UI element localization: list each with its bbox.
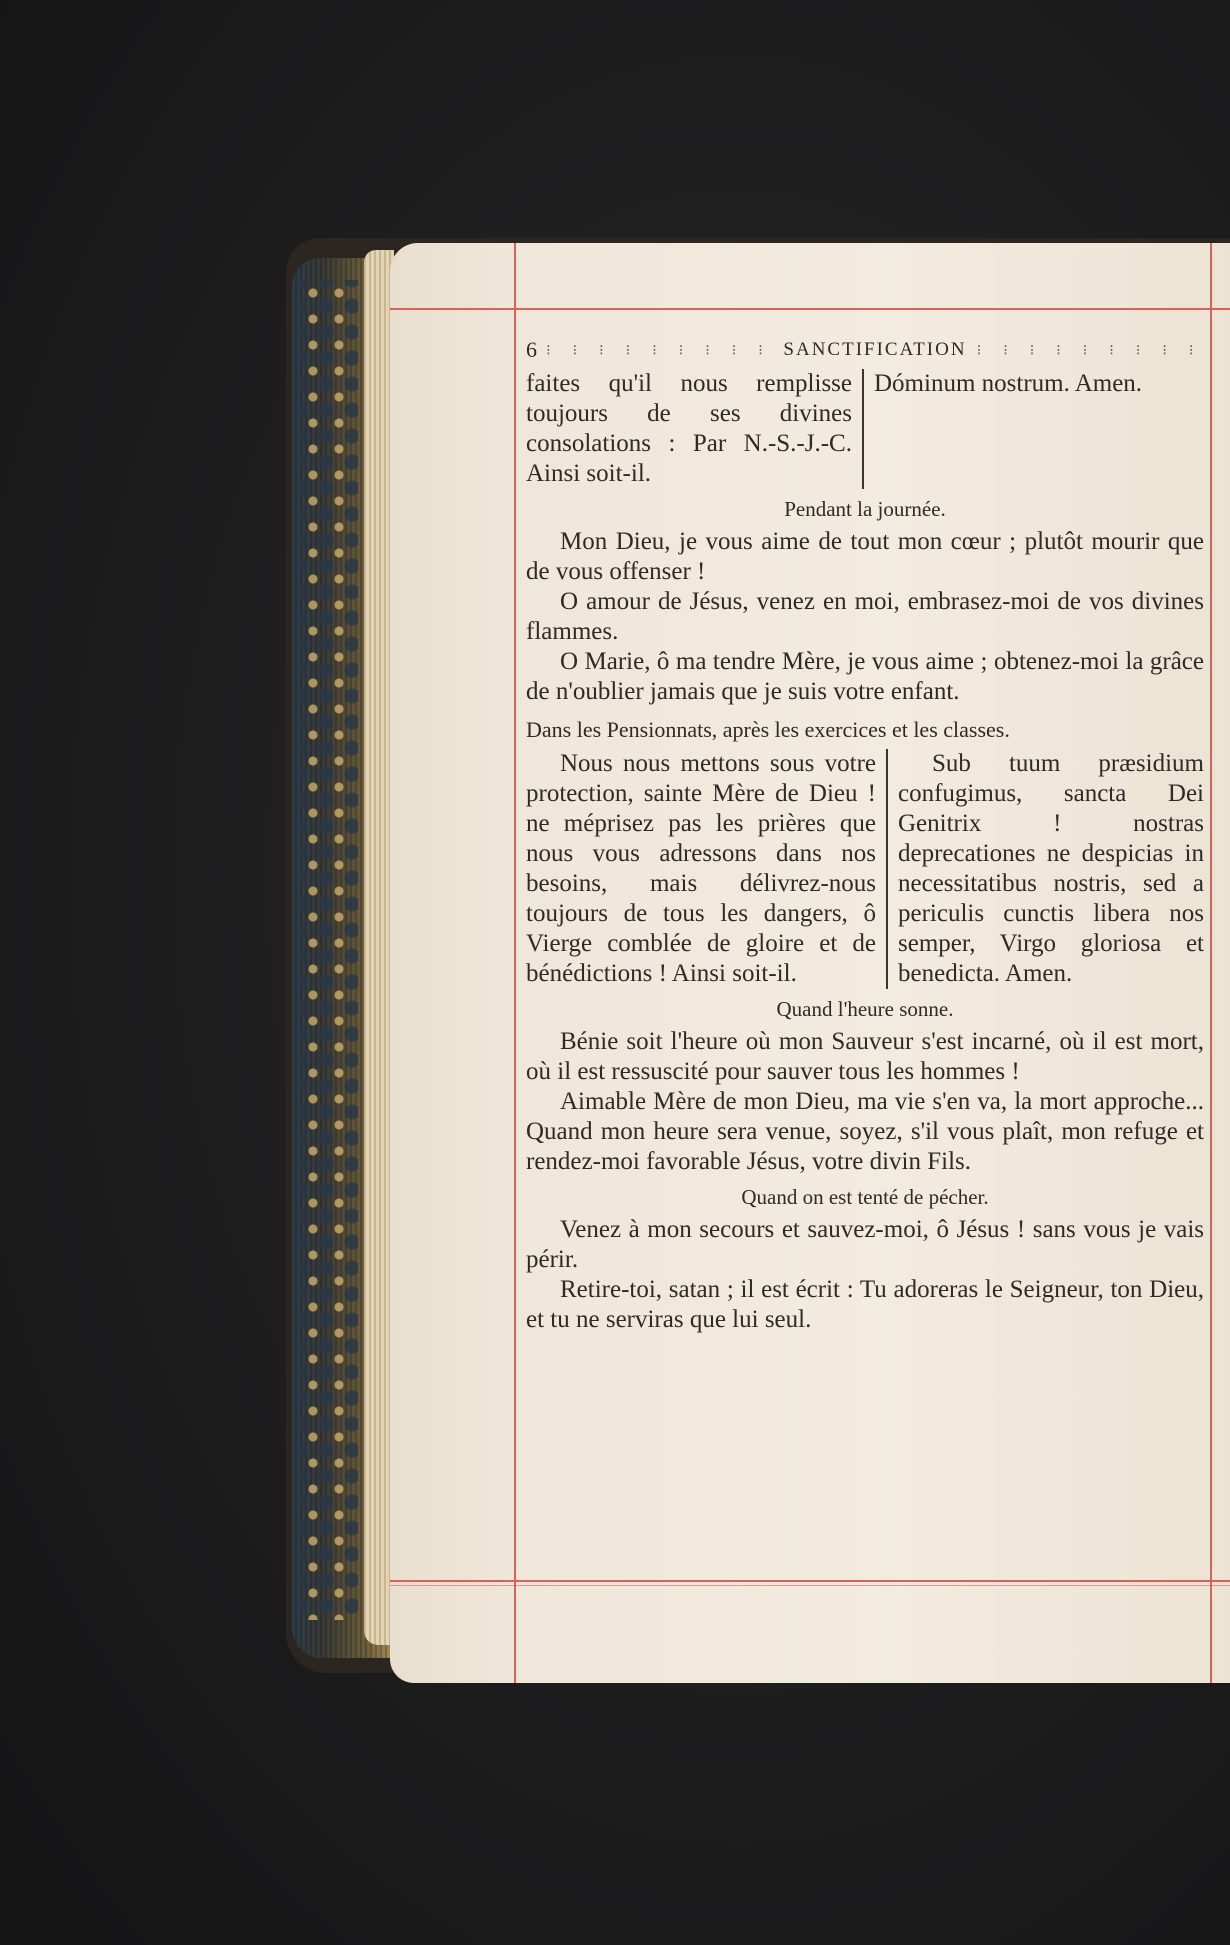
tente-paragraph-1: Venez à mon secours et sauvez-moi, ô Jésus ! sans vous je vais périr. [526,1216,1204,1273]
block2-latin: Sub tuum præsidium confugimus, sancta Dei Genitrix ! nostras deprecationes ne despicias in necessitatibus nostris, sed a periculis cunctis libera nos semper, Virgo gloriosa et benedicta. Amen. [898,750,1204,987]
journee-paragraph-1: Mon Dieu, je vous aime de tout mon cœur ; plutôt mourir que de vous offenser ! [526,528,1204,585]
block1-latin: Dóminum nostrum. Amen. [874,370,1143,397]
page-number: 6 [526,337,537,362]
heure-paragraph-1: Bénie soit l'heure où mon Sauveur s'est incarné, où il est mort, où il est ressuscité pour sauver tous les hommes ! [526,1028,1204,1085]
header-ornament-right: ⁝ ⁝ ⁝ ⁝ ⁝ ⁝ ⁝ ⁝ ⁝ [976,342,1203,359]
block2-french: Nous nous mettons sous votre protection, sainte Mère de Dieu ! ne méprisez pas les prières que nous vous adressons dans nos besoins, mais délivrez-nous toujours de tous les dangers, ô Vierge comblée de gloire et de bénédictions ! Ainsi soit-il. [526,750,876,987]
red-margin-rule-bottom-inner [390,1585,1230,1586]
spine-ornament-pattern [300,280,358,1620]
red-margin-rule-left [514,243,516,1683]
two-column-block-2 [526,749,1204,989]
two-column-block-1 [526,369,1204,489]
page-header [526,333,1204,367]
running-title: SANCTIFICATION [783,339,967,360]
header-ornament-left: ⁝ ⁝ ⁝ ⁝ ⁝ ⁝ ⁝ ⁝ ⁝ [546,342,772,359]
tente-paragraph-2: Retire-toi, satan ; il est écrit : Tu adoreras le Seigneur, ton Dieu, et tu ne serviras que lui seul. [526,1276,1204,1333]
journee-paragraph-2: O amour de Jésus, venez en moi, embrasez-moi de vos divines flammes. [526,588,1204,645]
book-page [390,243,1230,1683]
journee-paragraph-3: O Marie, ô ma tendre Mère, je vous aime ; obtenez-moi la grâce de n'oublier jamais que je suis votre enfant. [526,648,1204,705]
red-margin-rule-bottom [390,1580,1230,1582]
heading-tente: Quand on est tenté de pécher. [741,1185,989,1209]
page-text [526,333,1204,1335]
block1-french: faites qu'il nous remplisse toujours de ses divines consolations : Par N.-S.-J.-C. Ainsi soit-il. [526,370,852,487]
red-margin-rule-right [1210,243,1212,1683]
heading-pensionnats: Dans les Pensionnats, après les exercices et les classes. [526,717,1010,742]
heure-paragraph-2: Aimable Mère de mon Dieu, ma vie s'en va, la mort approche... Quand mon heure sera venue, soyez, s'il vous plaît, mon refuge et rendez-moi favorable Jésus, votre divin Fils. [526,1088,1204,1175]
heading-journee: Pendant la journée. [784,497,946,521]
heading-heure: Quand l'heure sonne. [776,997,954,1021]
red-margin-rule-top [390,308,1230,310]
